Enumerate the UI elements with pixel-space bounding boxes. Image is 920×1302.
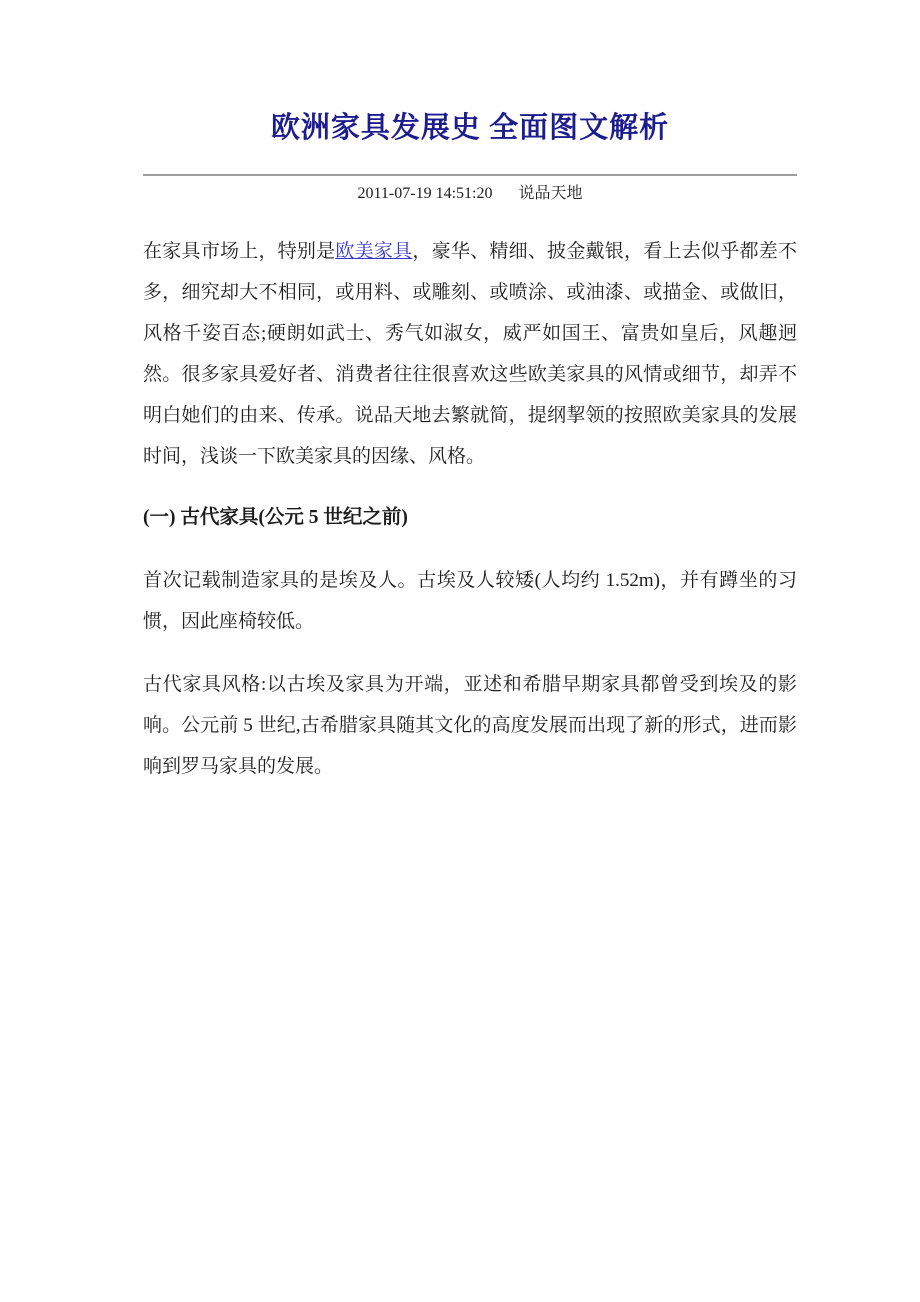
article-title: 欧洲家具发展史 全面图文解析 [270, 112, 670, 144]
publish-datetime: 2011-07-19 14:51:20 [357, 185, 493, 202]
section-heading-ancient-furniture: (一) 古代家具(公元 5 世纪之前) [143, 507, 408, 528]
intro-text-after-link: ，豪华、精细、披金戴银，看上去似乎都差不多，细究却大不相同，或用料、或雕刻、或喷涂、或油漆、或描金、或做旧，风格千姿百态;硬朗如武士、秀气如淑女，威严如国王、富贵如皇后，风趣迥然。很多家具爱好者、消费者往往很喜欢这些欧美家具的风情或细节，却弄不明白她们的由来、传承。说品天地去繁就简，提纲挈领的按照欧美家具的发展时间，浅谈一下欧美家具的因缘、风格。 [143, 241, 797, 467]
title-divider [143, 174, 797, 176]
section-paragraph-ancient-style: 古代家具风格:以古埃及家具为开端，亚述和希腊早期家具都曾受到埃及的影响。公元前 5 世纪,古希腊家具随其文化的高度发展而出现了新的形式，进而影响到罗马家具的发展。 [143, 674, 797, 777]
source-name: 说品天地 [518, 185, 583, 202]
section-paragraph-egyptians: 首次记载制造家具的是埃及人。古埃及人较矮(人均约 1.52m)，并有蹲坐的习惯，因此座椅较低。 [143, 570, 797, 632]
document-page [143, 0, 797, 787]
intro-paragraph [143, 231, 797, 477]
meta-line [143, 184, 797, 204]
intro-text-before-link: 在家具市场上，特别是 [143, 241, 336, 262]
europe-furniture-link[interactable]: 欧美家具 [335, 241, 413, 262]
